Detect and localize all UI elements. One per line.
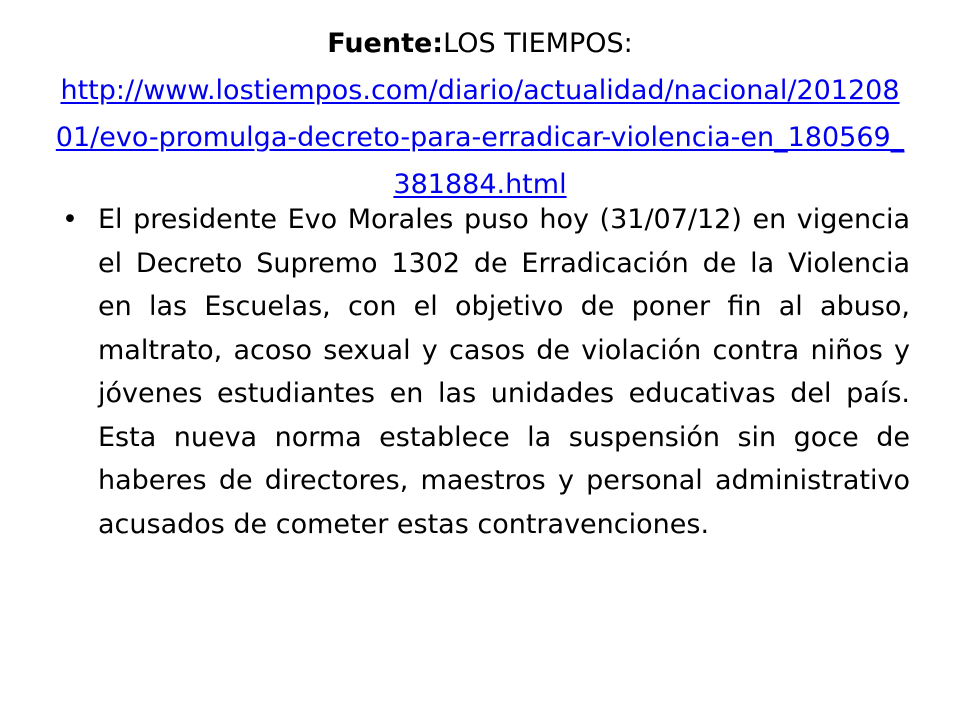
bullet-list [62,198,910,546]
source-link[interactable]: http://www.lostiempos.com/diario/actualidad/nacional/20120801/evo-promulga-decreto-para-erradicar-violencia-en_180569_381884.html [55,75,905,200]
source-citation [54,20,906,208]
bullet-text: El presidente Evo Morales puso hoy (31/07/12) en vigencia el Decreto Supremo 1302 de Erradicación de la Violencia en las Escuelas, con el objetivo de poner fin al abuso, maltrato, acoso sexual y casos de violación contra niños y jóvenes estudiantes en las unidades educativas del país. Esta nueva norma establece la suspensión sin goce de haberes de directores, maestros y personal administrativo acusados de cometer estas contravenciones. [98,204,910,540]
source-publication: LOS TIEMPOS: [443,28,633,59]
bullet-item [62,198,910,546]
bullet-dot-icon: • [62,204,78,235]
source-label: Fuente: [327,28,444,59]
